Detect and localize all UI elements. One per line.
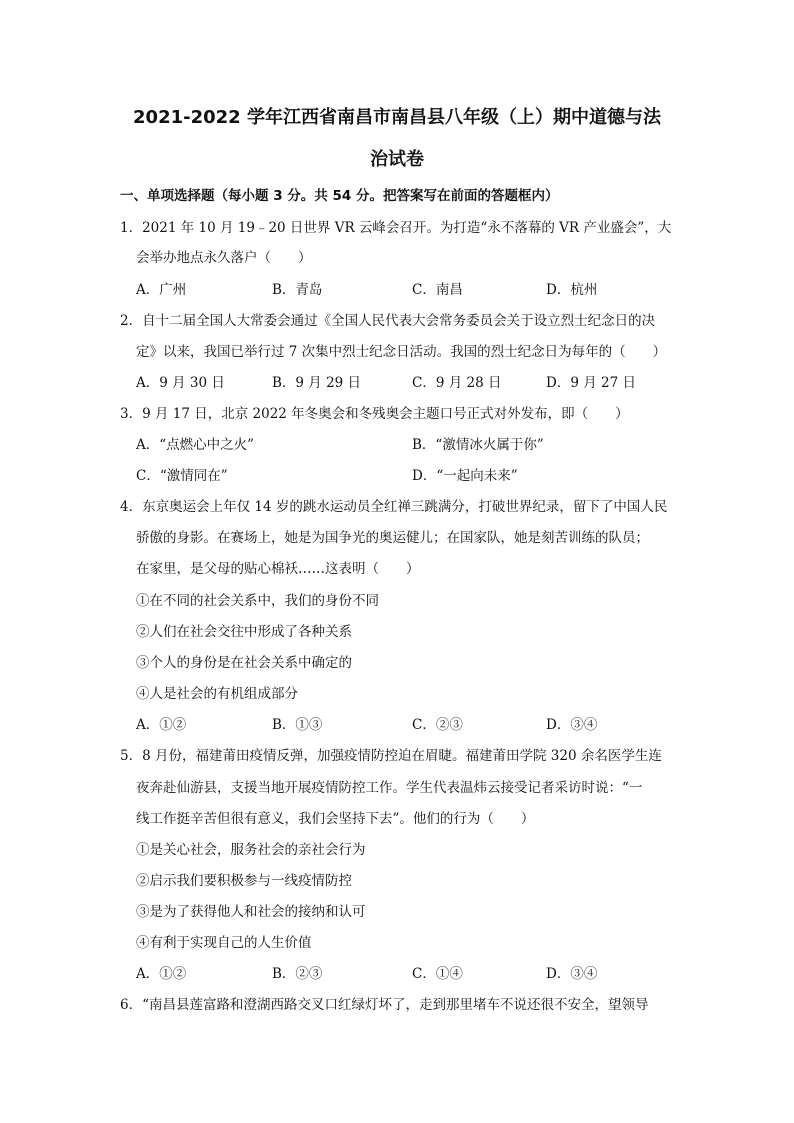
q4-item-4: ④人是社会的有机组成部分 <box>136 686 298 702</box>
q3-option-c: C．“激情同在” <box>136 468 228 484</box>
q1-stem-line2: 会举办地点永久落户（ ） <box>136 250 312 266</box>
q5-option-d: D．③④ <box>546 966 598 982</box>
q3-option-b: B．“激情冰火属于你” <box>412 437 544 453</box>
q5-stem-line1: 5．8 月份，福建莆田疫情反弹，加强疫情防控迫在眉睫。福建莆田学院 320 余名医学生连 <box>120 748 662 764</box>
q3-option-d: D．“一起向未来” <box>412 468 518 484</box>
q5-option-c: C．①④ <box>412 966 463 982</box>
q5-item-3: ③是为了获得他人和社会的接纳和认可 <box>136 904 366 920</box>
q5-stem-line3: 线工作挺辛苦但很有意义，我们会坚持下去”。他们的行为（ ） <box>136 811 535 827</box>
q5-stem-line2: 夜奔赴仙游县，支援当地开展疫情防控工作。学生代表温炜云接受记者采访时说：“一 <box>136 780 643 796</box>
q5-item-1: ①是关心社会，服务社会的亲社会行为 <box>136 842 366 858</box>
q4-stem-line2: 骄傲的身影。在赛场上，她是为国争光的奥运健儿；在国家队，她是刻苦训练的队员； <box>136 530 649 546</box>
q1-option-b: B．青岛 <box>272 282 323 298</box>
q4-item-1: ①在不同的社会关系中，我们的身份不同 <box>136 593 379 609</box>
q3-stem-line1: 3．9 月 17 日，北京 2022 年冬奥会和冬残奥会主题口号正式对外发布，即（ ） <box>120 406 629 422</box>
q1-option-a: A．广州 <box>136 282 187 298</box>
q4-option-c: C．②③ <box>412 717 463 733</box>
q4-stem-line1: 4．东京奥运会上年仅 14 岁的跳水运动员全红禅三跳满分，打破世界纪录，留下了中国人民 <box>120 499 668 515</box>
q1-option-c: C．南昌 <box>412 282 463 298</box>
q2-stem-line2: 定》以来，我国已举行过 7 次集中烈士纪念日活动。我国的烈士纪念日为每年的（ ） <box>136 344 667 360</box>
q2-stem-line1: 2．自十二届全国人大常委会通过《全国人民代表大会常务委员会关于设立烈士纪念日的决 <box>120 313 656 329</box>
q3-option-a: A．“点燃心中之火” <box>136 437 255 453</box>
exam-title-line1: 2021-2022 学年江西省南昌市南昌县八年级（上）期中道德与法 <box>133 107 661 128</box>
q2-option-c: C．9 月 28 日 <box>412 375 502 391</box>
exam-title-line2: 治试卷 <box>370 149 424 170</box>
q4-option-b: B．①③ <box>272 717 323 733</box>
q4-stem-line3: 在家里，是父母的贴心棉袄……这表明（ ） <box>136 561 420 577</box>
q6-stem-line1: 6．“南昌县莲富路和澄湖西路交叉口红绿灯坏了，走到那里堵车不说还很不安全，望领导 <box>120 997 649 1013</box>
section-heading: 一、单项选择题（每小题 3 分。共 54 分。把答案写在前面的答题框内） <box>120 188 559 204</box>
q4-item-3: ③个人的身份是在社会关系中确定的 <box>136 655 352 671</box>
q5-option-b: B．②③ <box>272 966 323 982</box>
q5-item-2: ②启示我们要积极参与一线疫情防控 <box>136 873 352 889</box>
q2-option-a: A．9 月 30 日 <box>136 375 225 391</box>
q5-item-4: ④有利于实现自己的人生价值 <box>136 935 312 951</box>
q4-option-d: D．③④ <box>546 717 598 733</box>
q5-option-a: A．①② <box>136 966 187 982</box>
q2-option-b: B．9 月 29 日 <box>272 375 362 391</box>
q4-item-2: ②人们在社会交往中形成了各种关系 <box>136 624 352 640</box>
q4-option-a: A．①② <box>136 717 187 733</box>
q1-stem-line1: 1．2021 年 10 月 19﹣20 日世界 VR 云峰会召开。为打造“永不落幕的 VR 产业盛会”，大 <box>120 220 672 236</box>
q1-option-d: D．杭州 <box>546 282 598 298</box>
q2-option-d: D．9 月 27 日 <box>546 375 636 391</box>
